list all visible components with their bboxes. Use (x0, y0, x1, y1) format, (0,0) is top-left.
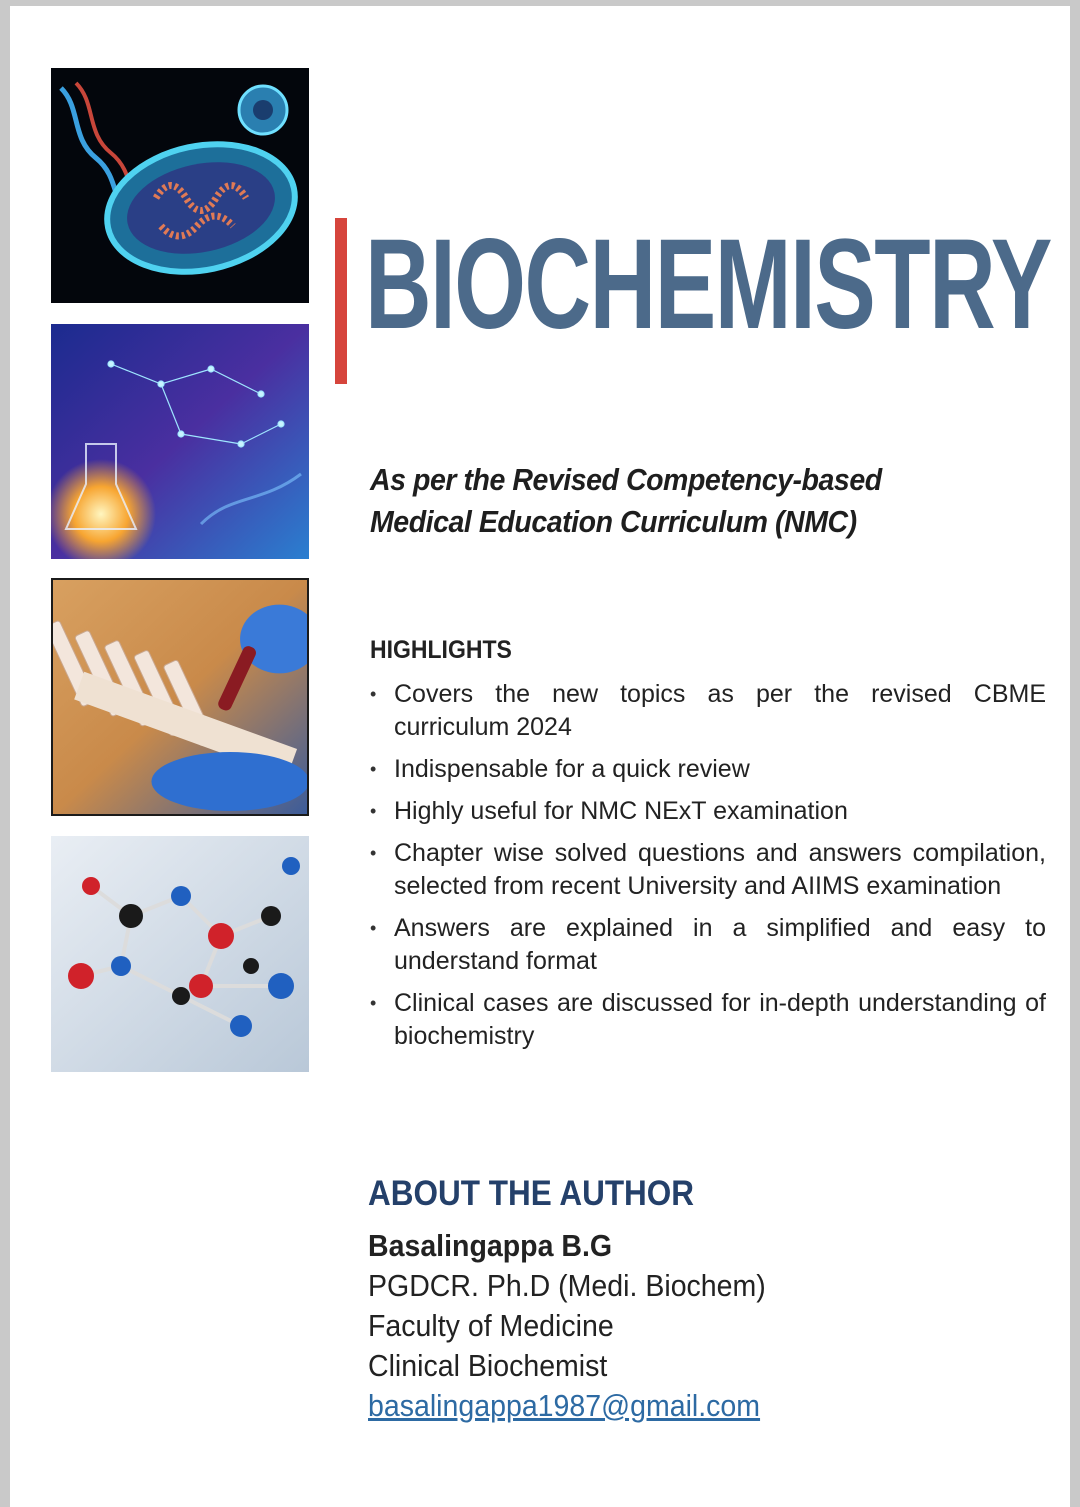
author-faculty: Faculty of Medicine (368, 1308, 614, 1343)
bullet-icon: • (370, 918, 377, 938)
bullet-icon: • (370, 759, 377, 779)
author-role: Clinical Biochemist (368, 1348, 608, 1383)
author-heading: ABOUT THE AUTHOR (368, 1174, 695, 1213)
highlights-heading: HIGHLIGHTS (370, 636, 512, 664)
highlight-item: • Covers the new topics as per the revised CBME curriculum 2024 (370, 680, 1046, 741)
accent-bar (335, 218, 347, 384)
lab-flask-image (51, 324, 309, 559)
subtitle-line: As per the Revised Competency-based (370, 462, 882, 497)
bullet-icon: • (370, 684, 377, 704)
author-email-link[interactable]: basalingappa1987@gmail.com (368, 1388, 761, 1423)
book-cover-page (10, 6, 1070, 1507)
author-credentials: PGDCR. Ph.D (Medi. Biochem) (368, 1268, 766, 1303)
blood-sample-image (51, 578, 309, 816)
author-name: Basalingappa B.G (368, 1228, 613, 1263)
book-title: BIOCHEMISTRY (365, 213, 1051, 356)
highlight-item: • Indispensable for a quick review (370, 753, 1046, 786)
molecule-model-image (51, 836, 309, 1072)
bullet-icon: • (370, 993, 377, 1013)
highlight-item: • Chapter wise solved questions and answers compilation, selected from recent University and AIIMS examination (370, 839, 1046, 900)
book-subtitle (370, 459, 1030, 543)
highlight-item: • Highly useful for NMC NExT examination (370, 795, 1046, 828)
subtitle-line: Medical Education Curriculum (NMC) (370, 504, 857, 539)
bullet-icon: • (370, 801, 377, 821)
highlight-item: • Clinical cases are discussed for in-depth understanding of biochemistry (370, 989, 1046, 1050)
bullet-icon: • (370, 843, 377, 863)
highlight-item: • Answers are explained in a simplified and easy to understand format (370, 914, 1046, 975)
highlights-list (370, 678, 1046, 1062)
virus-dna-image (51, 68, 309, 303)
